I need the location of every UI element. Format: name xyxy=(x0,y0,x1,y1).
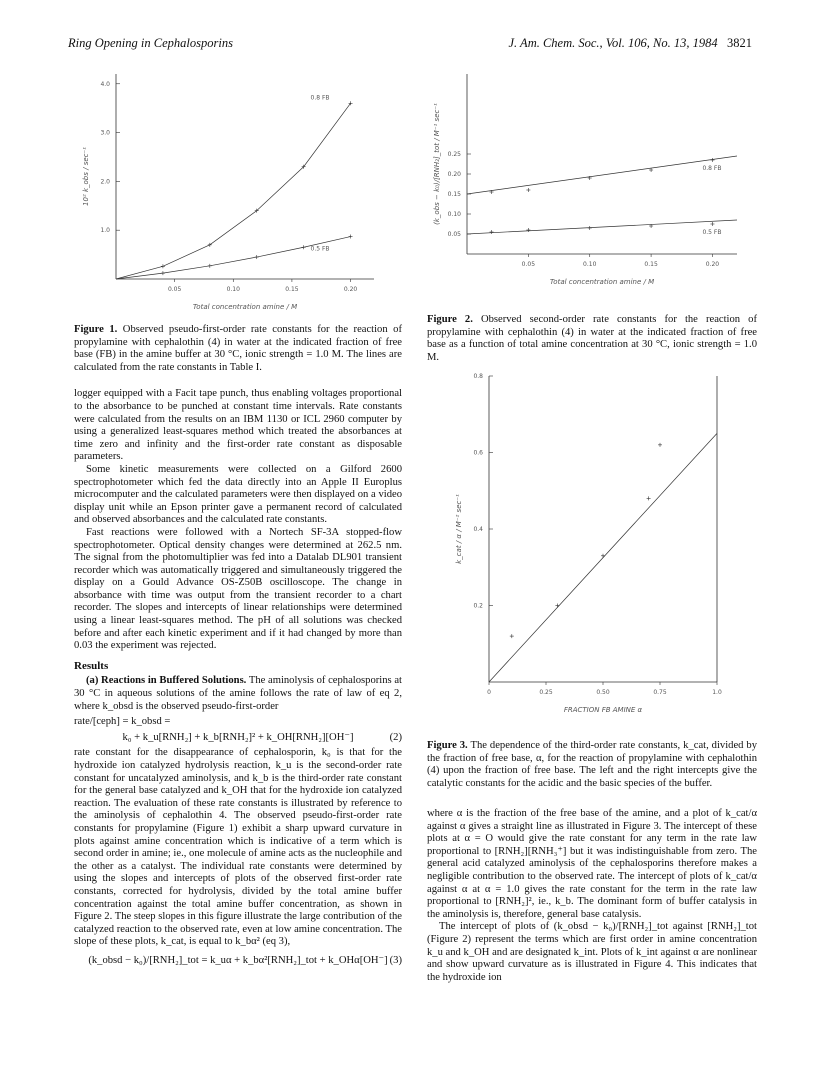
right-column xyxy=(427,808,757,984)
y-axis-title: k_cat / α / M⁻² sec⁻¹ xyxy=(455,494,463,564)
series-line xyxy=(467,156,737,194)
x-tick-label: 0.75 xyxy=(653,689,667,696)
equation-2-lhs: rate/[ceph] = k_obsd = xyxy=(74,716,171,728)
y-tick-label: 0.4 xyxy=(473,526,483,533)
body-paragraph: Some kinetic measurements were collected on a Gilford 2600 spectrophotometer which fed the data directly into an Apple II Europlus microcomputer and the calculated parameters were then displayed on a video display unit while an Epson printer gave a permanent record of calculated and observed absorbances and the calculated rate constants. xyxy=(74,463,402,526)
figure-3-chart xyxy=(427,370,757,740)
series-line xyxy=(116,237,351,279)
body-text: The aminolysis of cephalosporins at 30 °C in aqueous solutions of the amine follows the rate of law of eq 2, where k_obsd is the observed pseudo-first-order xyxy=(74,675,402,712)
series-label: 0.5 FB xyxy=(310,245,330,253)
y-tick-label: 0.2 xyxy=(473,602,483,610)
figure-3-caption xyxy=(427,740,757,790)
running-header-title: Ring Opening in Cephalosporins xyxy=(68,36,233,50)
equation-3-body: (k_obsd − k₀)/[RNH₂]_tot = k_uα + k_bα²[RNH₂]_tot + k_OHα[OH⁻] xyxy=(88,954,388,966)
equation-3 xyxy=(74,955,402,968)
body-paragraph: logger equipped with a Facit tape punch, thus enabling voltages proportional to the absorbance to be punched at constant time intervals. Rate constants were calculated from the results on an IBM 1130 or ICL 2960 computer by using a generalized least-squares method which treated the absorbances at time zero and infinity and the first-order rate constant as disposable parameters. xyxy=(74,388,402,463)
y-tick-label: 0.15 xyxy=(447,191,461,198)
x-tick-label: 0.50 xyxy=(596,689,610,696)
figure-3-caption-label: Figure 3. xyxy=(427,740,468,751)
figure-2-chart xyxy=(427,64,747,304)
body-paragraph: rate constant for the disappearance of cephalosporin, k₀ is that for the hydroxide ion catalyzed hydrolysis reaction, k_u is the second-order rate constant for uncatalyzed aminolysis, and k_b is the third-order rate constant for the general base catalyzed and k_OH that for the hydroxide ion catalyzed reaction. The evaluation of these rate constants is illustrated by reference to the aminolysis of cephalothin 4. The observed pseudo-first-order rate constants for propylamine (Figure 1) exhibit a sharp upward curvature in plots against amine concentration which is indicative of a term which is second order in amine; ie., one molecule of amine acts as the nucleophile and the other as a catalyst. The individual rate constants were determined by using the slopes and intercepts of plots of the observed first-order rate constants, corrected for hydrolysis, divided by the total amine buffer concentration against the total amine buffer concentration, as shown in Figure 2. The steep slopes in this figure illustrate the large contribution of the catalyzed reaction to the observed rate, even at low amine concentration. The slope of these plots, k_cat, is equal to k_bα² (eq 3), xyxy=(74,747,402,948)
y-tick-label: 0.6 xyxy=(473,449,483,457)
x-tick-label: 0.05 xyxy=(521,261,536,268)
figure-1-caption-text: Observed pseudo-first-order rate constants for the reaction of propylamine with cephalothin (4) in water at the indicated fraction of free base (FB) in the amine buffer at 30 °C, ionic strength = 1.0 M. The lines are calculated from the rate constants in Table I. xyxy=(74,324,402,373)
running-header-citation xyxy=(508,36,752,51)
y-axis-title: (k_obs − k₀)/[RNH₂]_tot / M⁻¹ sec⁻¹ xyxy=(433,103,441,225)
x-tick-label: 0.20 xyxy=(705,261,720,268)
x-tick-label: 0.10 xyxy=(583,261,597,268)
series-line xyxy=(467,220,737,234)
left-column xyxy=(74,324,402,971)
equation-2-body: k₀ + k_u[RNH₂] + k_b[RNH₂]² + k_OH[RNH₂][OH⁻] xyxy=(122,731,354,743)
subsection-heading: (a) Reactions in Buffered Solutions. xyxy=(86,675,247,687)
y-tick-label: 0.05 xyxy=(447,231,461,238)
x-tick-label: 0.15 xyxy=(285,286,299,293)
x-axis-title: FRACTION FB AMINE α xyxy=(563,706,643,714)
series-label: 0.8 FB xyxy=(702,165,722,172)
figure-1-chart xyxy=(74,64,394,314)
equation-2-number: (2) xyxy=(389,731,402,743)
x-tick-label: 0 xyxy=(487,689,491,696)
figure-1-caption-label: Figure 1. xyxy=(74,324,118,335)
x-tick-label: 1.0 xyxy=(712,689,722,696)
body-paragraph xyxy=(74,675,402,713)
y-tick-label: 1.0 xyxy=(100,227,110,235)
x-tick-label: 0.05 xyxy=(167,286,182,293)
y-axis-title: 10² k_obs / sec⁻¹ xyxy=(82,147,90,206)
x-tick-label: 0.10 xyxy=(226,286,240,293)
section-heading: Results xyxy=(74,659,109,672)
x-tick-label: 0.20 xyxy=(343,286,358,293)
y-tick-label: 3.0 xyxy=(100,129,110,137)
y-tick-label: 0.10 xyxy=(447,211,461,218)
figure-2-caption xyxy=(427,314,757,364)
page-number: 3821 xyxy=(727,36,752,50)
x-axis-title: Total concentration amine / M xyxy=(549,278,655,286)
series-label: 0.5 FB xyxy=(702,229,722,236)
figure-2-caption-text: Observed second-order rate constants for the reaction of propylamine with cephalothin (4) in water at the indicated fraction of free base as a function of total amine concentration at 30 °C, ionic strength = 1.0 M. xyxy=(427,314,757,363)
y-tick-label: 4.0 xyxy=(100,80,110,88)
y-tick-label: 0.20 xyxy=(447,171,461,178)
journal-citation: J. Am. Chem. Soc., Vol. 106, No. 13, 1984 xyxy=(508,36,718,50)
figure-3-caption-text: The dependence of the third-order rate constants, k_cat, divided by the fraction of free base, α, for the reaction of propylamine with cephalothin (4) upon the fraction of free base. The left and the right intercepts give the catalytic constants for the acidic and the basic species of the buffer. xyxy=(427,740,757,789)
equation-2 xyxy=(74,732,402,745)
series-label: 0.8 FB xyxy=(310,94,330,102)
body-paragraph: Fast reactions were followed with a Nortech SF-3A stopped-flow spectrophotometer. Optical density changes were determined at 262.5 nm. The signal from the photomultiplier was fed into a Datalab DL901 transient recorder which was automatically triggered and simultaneously triggered the display on a Gould Advance OS-Z50B oscilloscope. The change in absorbance with time was output from the transient recorder to a chart recorder. The slopes and intercepts of linear relationships were determined using a linear least-squares method. The pH of all solutions was checked before and after each kinetic experiment and if it had changed by more than 0.03 the experiment was rejected. xyxy=(74,526,402,652)
figure-2-caption-label: Figure 2. xyxy=(427,314,473,325)
body-paragraph: where α is the fraction of the free base of the amine, and a plot of k_cat/α against α gives a straight line as illustrated in Figure 3. The intercept of these plots at α = O would give the rate constant for any term in the rate law proportional to [RNH₂][RNH₃⁺] but it was indistinguishable from zero. The general acid catalyzed aminolysis of the cephalosporins therefore makes a negligible contribution to the observed rate. The intercept of plots of k_cat/α against α at α = 1.0 gives the rate constant for the term in the rate law proportional to [RNH₂]², ie., k_b. The dominant form of buffer catalysis in the aminolysis is, therefore, general base catalysis. xyxy=(427,808,757,920)
x-tick-label: 0.25 xyxy=(539,689,553,696)
y-tick-label: 2.0 xyxy=(100,178,110,186)
y-tick-label: 0.25 xyxy=(447,151,461,158)
y-tick-label: 0.8 xyxy=(473,373,483,380)
x-axis-title: Total concentration amine / M xyxy=(192,303,298,311)
figure-1-caption xyxy=(74,324,402,374)
x-tick-label: 0.15 xyxy=(644,261,658,268)
equation-3-number: (3) xyxy=(389,954,402,966)
body-paragraph: The intercept of plots of (k_obsd − k₀)/[RNH₂]_tot against [RNH₂]_tot (Figure 2) represent the terms which are first order in amine concentration k_u and k_OH and are designated k_int. Plots of k_int against α are nonlinear and show upward curvature as is illustrated in Figure 4. This indicates that the hydroxide ion xyxy=(427,921,757,983)
series-line xyxy=(116,103,351,279)
